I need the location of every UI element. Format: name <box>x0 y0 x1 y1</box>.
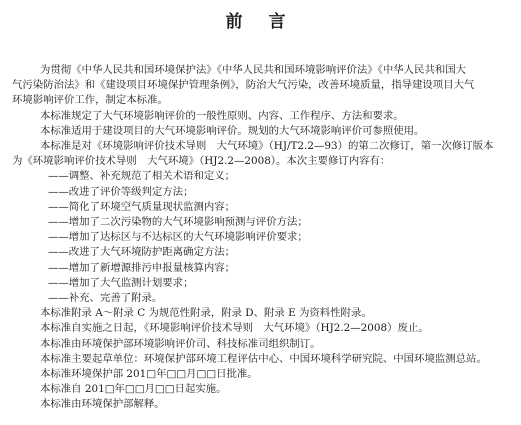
intro-paragraph-line-3: 环境影响评价工作，制定本标准。 <box>12 94 168 107</box>
revision-item: ——增加了大气监测计划要求； <box>48 276 194 289</box>
document-body <box>12 63 514 413</box>
scope-paragraph: 本标准规定了大气环境影响评价的一般性原则、内容、工作程序、方法和要求。 <box>40 109 404 122</box>
intro-paragraph-line-1: 为贯彻《中华人民共和国环境保护法》《中华人民共和国环境影响评价法》《中华人民共和国大 <box>40 64 467 76</box>
revision-item: ——增加了二次污染物的大气环境影响预测与评价方法； <box>48 216 308 229</box>
supersede-note: 本标准自实施之日起，《环境影响评价技术导则 大气环境》（HJ2.2—2008）废止。 <box>40 322 429 335</box>
revision-item: ——调整、补充规范了相关术语和定义； <box>48 170 236 183</box>
effective-date-note: 本标准自 201□年□□月□□日起实施。 <box>40 383 227 396</box>
revision-item: ——增加了新增源排污申报量核算内容； <box>48 261 236 274</box>
revision-paragraph-line-1: 本标准是对《环境影响评价技术导则 大气环境》（HJ/T2.2—93）的第二次修订，第一次修订版本 <box>40 140 494 153</box>
approval-date-note: 本标准环境保护部 201□年□□月□□日批准。 <box>40 368 258 381</box>
revision-item: ——改进了大气环境防护距离确定方法； <box>48 246 236 259</box>
page-title: 前 言 <box>225 12 296 32</box>
appendix-note: 本标准附录 A～附录 C 为规范性附录，附录 D、附录 E 为资料性附录。 <box>40 307 372 320</box>
revision-item: ——补充、完善了附录。 <box>48 292 163 305</box>
revision-item: ——改进了评价等级判定方法； <box>48 185 194 198</box>
drafting-units-note: 本标准主要起草单位：环境保护部环境工程评估中心、中国环境科学研究院、中国环境监测总站。 <box>40 352 487 365</box>
intro-paragraph-line-2: 气污染防治法》和《建设项目环境保护管理条例》，防治大气污染，改善环境质量，指导建设项目大气 <box>12 79 475 92</box>
applicability-paragraph: 本标准适用于建设项目的大气环境影响评价。规划的大气环境影响评价可参照使用。 <box>40 124 425 137</box>
organizer-note: 本标准由环境保护部环境影响评价司、科技标准司组织制订。 <box>40 337 321 350</box>
interpretation-note: 本标准由环境保护部解释。 <box>40 398 165 411</box>
revision-item: ——简化了环境空气质量现状监测内容； <box>48 200 236 213</box>
revision-item: ——增加了达标区与不达标区的大气环境影响评价要求； <box>48 231 308 244</box>
revision-paragraph-line-2: 为《环境影响评价技术导则 大气环境》（HJ2.2—2008）。本次主要修订内容有： <box>12 155 391 168</box>
